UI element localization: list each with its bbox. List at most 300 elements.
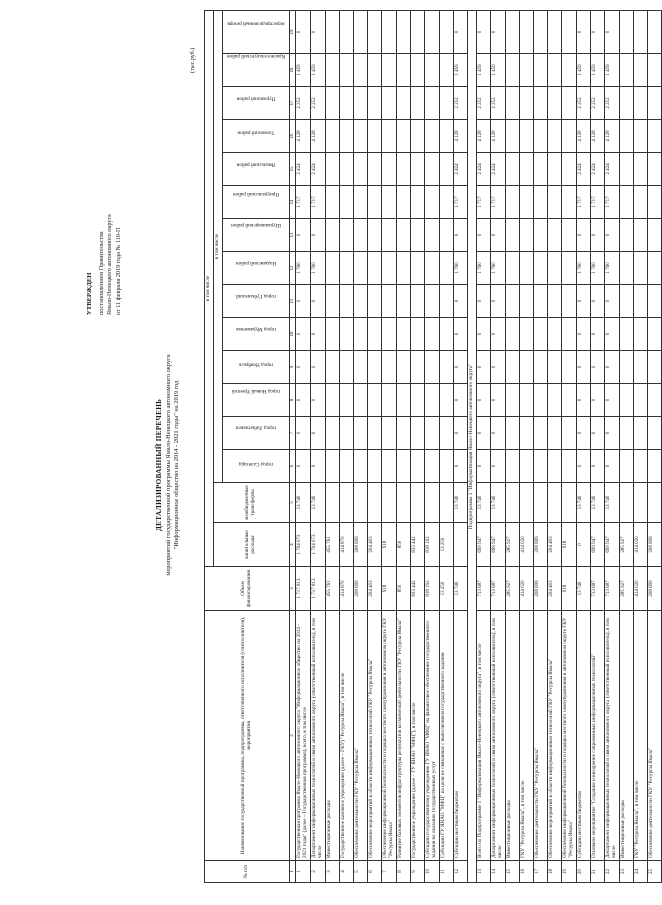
row-transfers <box>647 483 661 523</box>
table-row <box>326 10 340 882</box>
row-district-value <box>382 285 397 318</box>
column-number: 12 <box>289 252 296 285</box>
row-district-value <box>411 120 425 153</box>
row-district-value <box>354 87 368 120</box>
row-district-value <box>647 252 661 285</box>
row-district-value: 1 459 <box>591 54 605 87</box>
row-district-value <box>425 252 440 285</box>
row-district-value <box>340 54 354 87</box>
row-district-value <box>326 417 340 450</box>
row-district-value: 2 252 <box>477 87 491 120</box>
table-row <box>311 10 326 882</box>
table-row <box>382 10 397 882</box>
row-transfers <box>354 483 368 523</box>
row-district-value: 0 <box>577 285 591 318</box>
row-transfers: 13 740 <box>454 483 468 523</box>
row-district-value <box>326 54 340 87</box>
row-name: Всего по Подпрограмме 1 "Информатизация Ямало-Ненецкого автономного округа", в том числе <box>477 611 491 861</box>
row-district-value: 1 760 <box>491 252 506 285</box>
row-district-value <box>368 219 382 252</box>
row-district-value <box>397 318 411 351</box>
row-capital: 13 250 <box>440 523 454 567</box>
row-name: Обеспечение деятельности ГКУ "Ресурсы Ямала" <box>647 611 661 861</box>
row-district-value <box>440 351 454 384</box>
row-district-value: 0 <box>477 285 491 318</box>
row-district-value: 0 <box>491 351 506 384</box>
row-district-value <box>382 450 397 483</box>
row-name: Обеспечение деятельности ГКУ "Ресурсы Ямала" <box>534 611 548 861</box>
row-district-value <box>368 384 382 417</box>
row-number: 12 <box>454 861 468 883</box>
row-district-value <box>440 450 454 483</box>
row-district-value: 0 <box>296 10 311 53</box>
row-district-value <box>534 219 548 252</box>
header-district <box>222 10 289 53</box>
row-district-value: 0 <box>605 450 620 483</box>
row-district-value <box>411 10 425 53</box>
row-district-value <box>440 285 454 318</box>
row-district-value: 1 760 <box>591 252 605 285</box>
row-district-value: 0 <box>577 384 591 417</box>
row-district-value <box>411 87 425 120</box>
row-district-value <box>520 153 534 186</box>
row-total: 13 250 <box>440 567 454 611</box>
row-district-value <box>647 285 661 318</box>
row-district-value <box>440 186 454 219</box>
header-district <box>222 351 289 384</box>
row-district-value: 1 760 <box>454 252 468 285</box>
row-district-value <box>354 120 368 153</box>
row-district-value: 4 128 <box>591 120 605 153</box>
row-district-value: 1 760 <box>311 252 326 285</box>
row-district-value: 0 <box>605 10 620 53</box>
row-district-value: 4 128 <box>454 120 468 153</box>
row-district-value: 1 459 <box>296 54 311 87</box>
row-district-value <box>520 219 534 252</box>
row-district-value <box>506 384 520 417</box>
row-district-value <box>548 252 562 285</box>
row-district-value: 0 <box>311 450 326 483</box>
row-name: Департамент информационных технологий и связи автономного округа (ответственный исполнитель), в том числе <box>311 611 326 861</box>
row-district-value <box>619 10 633 53</box>
row-number: 11 <box>440 861 454 883</box>
row-transfers <box>397 483 411 523</box>
row-district-value: 2 252 <box>591 87 605 120</box>
header-district-label: Шурышкарский район <box>230 222 281 229</box>
column-number: 2 <box>289 611 296 861</box>
header-district-label: город Муравленко <box>235 325 277 332</box>
row-district-value <box>425 120 440 153</box>
row-district-value <box>397 186 411 219</box>
row-district-value <box>397 285 411 318</box>
row-capital: 285 927 <box>506 523 520 567</box>
row-district-value <box>440 318 454 351</box>
row-district-value <box>397 351 411 384</box>
row-district-value <box>425 351 440 384</box>
row-district-value <box>619 450 633 483</box>
row-district-value <box>354 450 368 483</box>
row-district-value <box>619 384 633 417</box>
row-district-value <box>425 186 440 219</box>
row-total: 713 687 <box>605 567 620 611</box>
row-district-value <box>647 219 661 252</box>
row-district-value <box>647 318 661 351</box>
table-row <box>619 10 633 882</box>
row-district-value <box>506 351 520 384</box>
row-district-value <box>354 384 368 417</box>
row-district-value <box>340 285 354 318</box>
title-line: мероприятий государственной программы Ямало-Ненецкого автономного округа <box>164 354 172 576</box>
row-transfers <box>520 483 534 523</box>
header-capital: капитальные расходы <box>213 523 289 567</box>
row-district-value <box>633 120 647 153</box>
row-district-value <box>619 87 633 120</box>
table-row <box>577 10 591 882</box>
row-transfers <box>534 483 548 523</box>
row-district-value: 0 <box>591 318 605 351</box>
row-transfers <box>326 483 340 523</box>
row-total: 208 699 <box>647 567 661 611</box>
row-number: 9 <box>411 861 425 883</box>
row-district-value: 0 <box>477 417 491 450</box>
row-district-value <box>425 219 440 252</box>
row-capital: 833 442 <box>411 523 425 567</box>
row-transfers <box>368 483 382 523</box>
row-district-value <box>397 417 411 450</box>
row-district-value <box>425 153 440 186</box>
column-number: 11 <box>289 285 296 318</box>
row-transfers <box>619 483 633 523</box>
row-district-value <box>548 417 562 450</box>
column-number: 5 <box>289 483 296 523</box>
row-district-value: 1 459 <box>454 54 468 87</box>
row-district-value <box>562 153 577 186</box>
row-total: 1 717 813 <box>311 567 326 611</box>
row-district-value: 0 <box>311 384 326 417</box>
row-district-value: 0 <box>577 351 591 384</box>
row-name: Обеспечение информационной безопасности и порядка местного самоуправления в автономном округе ГКУ "Ресурсы Ямала" <box>562 611 577 861</box>
row-district-value <box>368 318 382 351</box>
section-label: Подпрограмма 1 "Информатизация Ямало-Ненецкого автономного округа" <box>468 10 477 882</box>
row-district-value <box>548 351 562 384</box>
row-district-value <box>520 450 534 483</box>
row-district-value: 0 <box>477 219 491 252</box>
approval-stamp <box>86 100 123 315</box>
row-district-value <box>548 120 562 153</box>
approval-line: постановлением Правительства <box>97 231 105 315</box>
row-district-value <box>619 120 633 153</box>
row-district-value <box>326 450 340 483</box>
header-district <box>222 384 289 417</box>
row-district-value <box>633 318 647 351</box>
row-district-value <box>354 153 368 186</box>
row-district-value: 0 <box>477 351 491 384</box>
row-district-value: 2 424 <box>577 153 591 186</box>
row-district-value: 1 459 <box>605 54 620 87</box>
row-district-value: 0 <box>454 450 468 483</box>
title-line: ДЕТАЛИЗИРОВАННЫЙ ПЕРЕЧЕНЬ <box>155 398 163 532</box>
row-district-value <box>647 120 661 153</box>
row-district-value: 0 <box>605 219 620 252</box>
row-district-value <box>440 219 454 252</box>
row-name: Субсидии местным бюджетам <box>577 611 591 861</box>
row-capital: 818 192 <box>425 523 440 567</box>
row-district-value <box>506 417 520 450</box>
row-district-value <box>382 10 397 53</box>
row-district-value: 0 <box>311 351 326 384</box>
row-district-value <box>548 54 562 87</box>
row-district-value <box>440 153 454 186</box>
row-district-value <box>440 120 454 153</box>
column-number: 9 <box>289 351 296 384</box>
row-district-value <box>506 285 520 318</box>
row-district-value <box>411 219 425 252</box>
row-district-value <box>440 54 454 87</box>
row-district-value <box>340 417 354 450</box>
header-district-label: город Новый Уренгой <box>231 387 281 394</box>
row-district-value <box>619 252 633 285</box>
row-district-value: 2 424 <box>491 153 506 186</box>
table-row <box>548 10 562 882</box>
row-district-value <box>548 153 562 186</box>
row-district-value: 0 <box>605 384 620 417</box>
row-district-value: 0 <box>577 219 591 252</box>
row-number: 20 <box>577 861 591 883</box>
row-name: Развитие базовых элементов инфраструктуры результатов космической деятельности ГКУ "Ресурсы Ямала" <box>397 611 411 861</box>
row-district-value <box>619 186 633 219</box>
row-district-value: 0 <box>591 10 605 53</box>
row-district-value <box>506 318 520 351</box>
table-row <box>368 10 382 882</box>
row-name: Обеспечение мероприятий в области информационных технологий ГКУ "Ресурсы Ямала" <box>548 611 562 861</box>
header-no: № п/п <box>205 861 290 883</box>
row-district-value: 1 717 <box>605 186 620 219</box>
row-district-value <box>382 252 397 285</box>
row-district-value <box>397 153 411 186</box>
row-district-value <box>534 285 548 318</box>
row-district-value <box>506 54 520 87</box>
header-transfers: межбюджетные трансферты <box>213 483 289 523</box>
row-number: 1 <box>296 861 311 883</box>
row-district-value <box>368 120 382 153</box>
table-row <box>397 10 411 882</box>
row-transfers: 13 740 <box>591 483 605 523</box>
row-total: 414 870 <box>340 567 354 611</box>
row-district-value: 0 <box>605 318 620 351</box>
row-district-value <box>562 87 577 120</box>
row-district-value: 1 717 <box>296 186 311 219</box>
table-row <box>633 10 647 882</box>
row-district-value <box>382 384 397 417</box>
row-district-value <box>354 219 368 252</box>
row-capital: 204 403 <box>368 523 382 567</box>
row-district-value <box>326 87 340 120</box>
row-district-value <box>340 450 354 483</box>
column-number: 18 <box>289 54 296 87</box>
row-district-value <box>411 285 425 318</box>
row-district-value <box>647 384 661 417</box>
row-number: 7 <box>382 861 397 883</box>
header-district <box>222 186 289 219</box>
row-district-value: 0 <box>491 384 506 417</box>
row-district-value <box>619 54 633 87</box>
header-district <box>222 219 289 252</box>
column-number: 1 <box>289 861 296 883</box>
row-number: 22 <box>605 861 620 883</box>
row-district-value <box>548 285 562 318</box>
row-number: 13 <box>477 861 491 883</box>
row-district-value: 0 <box>491 219 506 252</box>
row-transfers <box>382 483 397 523</box>
row-total: 818 192 <box>425 567 440 611</box>
row-district-value: 0 <box>491 318 506 351</box>
row-district-value <box>326 186 340 219</box>
row-district-value <box>411 186 425 219</box>
row-district-value <box>354 417 368 450</box>
row-name: Инвестиционные расходы <box>326 611 340 861</box>
row-district-value <box>520 285 534 318</box>
row-district-value: 0 <box>311 219 326 252</box>
table-row <box>296 10 311 882</box>
row-number: 2 <box>311 861 326 883</box>
row-district-value <box>354 285 368 318</box>
row-district-value: 0 <box>591 351 605 384</box>
row-capital: 850 <box>397 523 411 567</box>
row-transfers: 13 740 <box>605 483 620 523</box>
row-district-value <box>633 10 647 53</box>
row-transfers <box>411 483 425 523</box>
column-number: 3 <box>289 567 296 611</box>
row-district-value: 4 128 <box>605 120 620 153</box>
row-district-value <box>633 351 647 384</box>
row-district-value <box>340 186 354 219</box>
row-district-value <box>619 219 633 252</box>
row-transfers: 13 740 <box>296 483 311 523</box>
row-district-value <box>633 450 647 483</box>
row-name: Государственная программа Ямало-Ненецкого автономного округа "Информационное общество на 2014 - 2021 годы" (далее – Государственная программа), всего, в том числе <box>296 611 311 861</box>
row-district-value <box>647 351 661 384</box>
row-district-value: 0 <box>577 450 591 483</box>
row-total: 204 403 <box>548 567 562 611</box>
row-district-value <box>354 54 368 87</box>
column-number: 10 <box>289 318 296 351</box>
row-district-value: 0 <box>454 219 468 252</box>
row-total: 455 761 <box>326 567 340 611</box>
row-district-value <box>548 10 562 53</box>
row-district-value <box>633 153 647 186</box>
row-name: Субсидии местным бюджетам <box>454 611 468 861</box>
row-transfers <box>440 483 454 523</box>
row-district-value: 0 <box>454 384 468 417</box>
row-district-value <box>368 351 382 384</box>
row-number: 19 <box>562 861 577 883</box>
row-district-value <box>619 318 633 351</box>
row-name: Основное мероприятие "Создание и внедрение современных информационных технологий" <box>591 611 605 861</box>
row-district-value <box>647 450 661 483</box>
row-district-value <box>534 450 548 483</box>
row-number: 10 <box>425 861 440 883</box>
header-district-label: город Ноябрьск <box>238 361 274 368</box>
row-district-value <box>633 54 647 87</box>
row-district-value <box>633 219 647 252</box>
row-district-value <box>425 318 440 351</box>
row-total: 414 020 <box>520 567 534 611</box>
row-number: 17 <box>534 861 548 883</box>
row-district-value <box>548 318 562 351</box>
table-row <box>477 10 491 882</box>
row-total: 713 687 <box>477 567 491 611</box>
table-row <box>425 10 440 882</box>
column-number: 16 <box>289 120 296 153</box>
row-district-value <box>548 219 562 252</box>
row-district-value <box>382 417 397 450</box>
row-district-value <box>633 87 647 120</box>
row-district-value <box>368 54 382 87</box>
row-district-value <box>411 54 425 87</box>
header-district-label: город Лабытнанги <box>235 424 277 431</box>
row-district-value: 1 760 <box>605 252 620 285</box>
column-number: 6 <box>289 450 296 483</box>
row-district-value <box>368 252 382 285</box>
row-district-value: 0 <box>454 351 468 384</box>
header-district-label: Надымский район <box>235 259 277 266</box>
row-number: 3 <box>326 861 340 883</box>
row-district-value: 0 <box>591 384 605 417</box>
row-transfers: 13 740 <box>477 483 491 523</box>
row-district-value <box>425 417 440 450</box>
funding-table <box>204 10 662 883</box>
row-capital: 699 947 <box>491 523 506 567</box>
row-district-value <box>340 219 354 252</box>
header-district-label: Пуровский район <box>236 95 276 102</box>
row-district-value <box>506 120 520 153</box>
row-district-value <box>354 351 368 384</box>
row-district-value <box>368 285 382 318</box>
row-district-value <box>397 219 411 252</box>
row-district-value: 0 <box>454 318 468 351</box>
section-row <box>468 10 477 882</box>
row-district-value <box>520 351 534 384</box>
row-district-value: 1 459 <box>491 54 506 87</box>
row-district-value <box>326 120 340 153</box>
column-number: 13 <box>289 219 296 252</box>
row-district-value <box>411 318 425 351</box>
row-district-value: 0 <box>491 450 506 483</box>
row-district-value <box>425 54 440 87</box>
row-district-value: 0 <box>454 417 468 450</box>
row-district-value <box>562 10 577 53</box>
row-district-value <box>520 384 534 417</box>
row-district-value <box>326 318 340 351</box>
row-district-value <box>506 186 520 219</box>
row-capital: 918 <box>562 523 577 567</box>
row-name: Департамент информационных технологий и связи автономного округа (ответственный исполнитель), в том числе <box>491 611 506 861</box>
row-number: 16 <box>520 861 534 883</box>
row-transfers <box>340 483 354 523</box>
row-district-value <box>506 87 520 120</box>
row-district-value <box>397 54 411 87</box>
row-district-value <box>534 120 548 153</box>
table-row <box>340 10 354 882</box>
row-district-value <box>382 54 397 87</box>
row-district-value: 2 252 <box>577 87 591 120</box>
column-number: 4 <box>289 523 296 567</box>
row-district-value: 0 <box>605 351 620 384</box>
row-district-value <box>562 219 577 252</box>
row-district-value: 1 717 <box>477 186 491 219</box>
row-district-value: 4 128 <box>311 120 326 153</box>
row-district-value <box>354 252 368 285</box>
